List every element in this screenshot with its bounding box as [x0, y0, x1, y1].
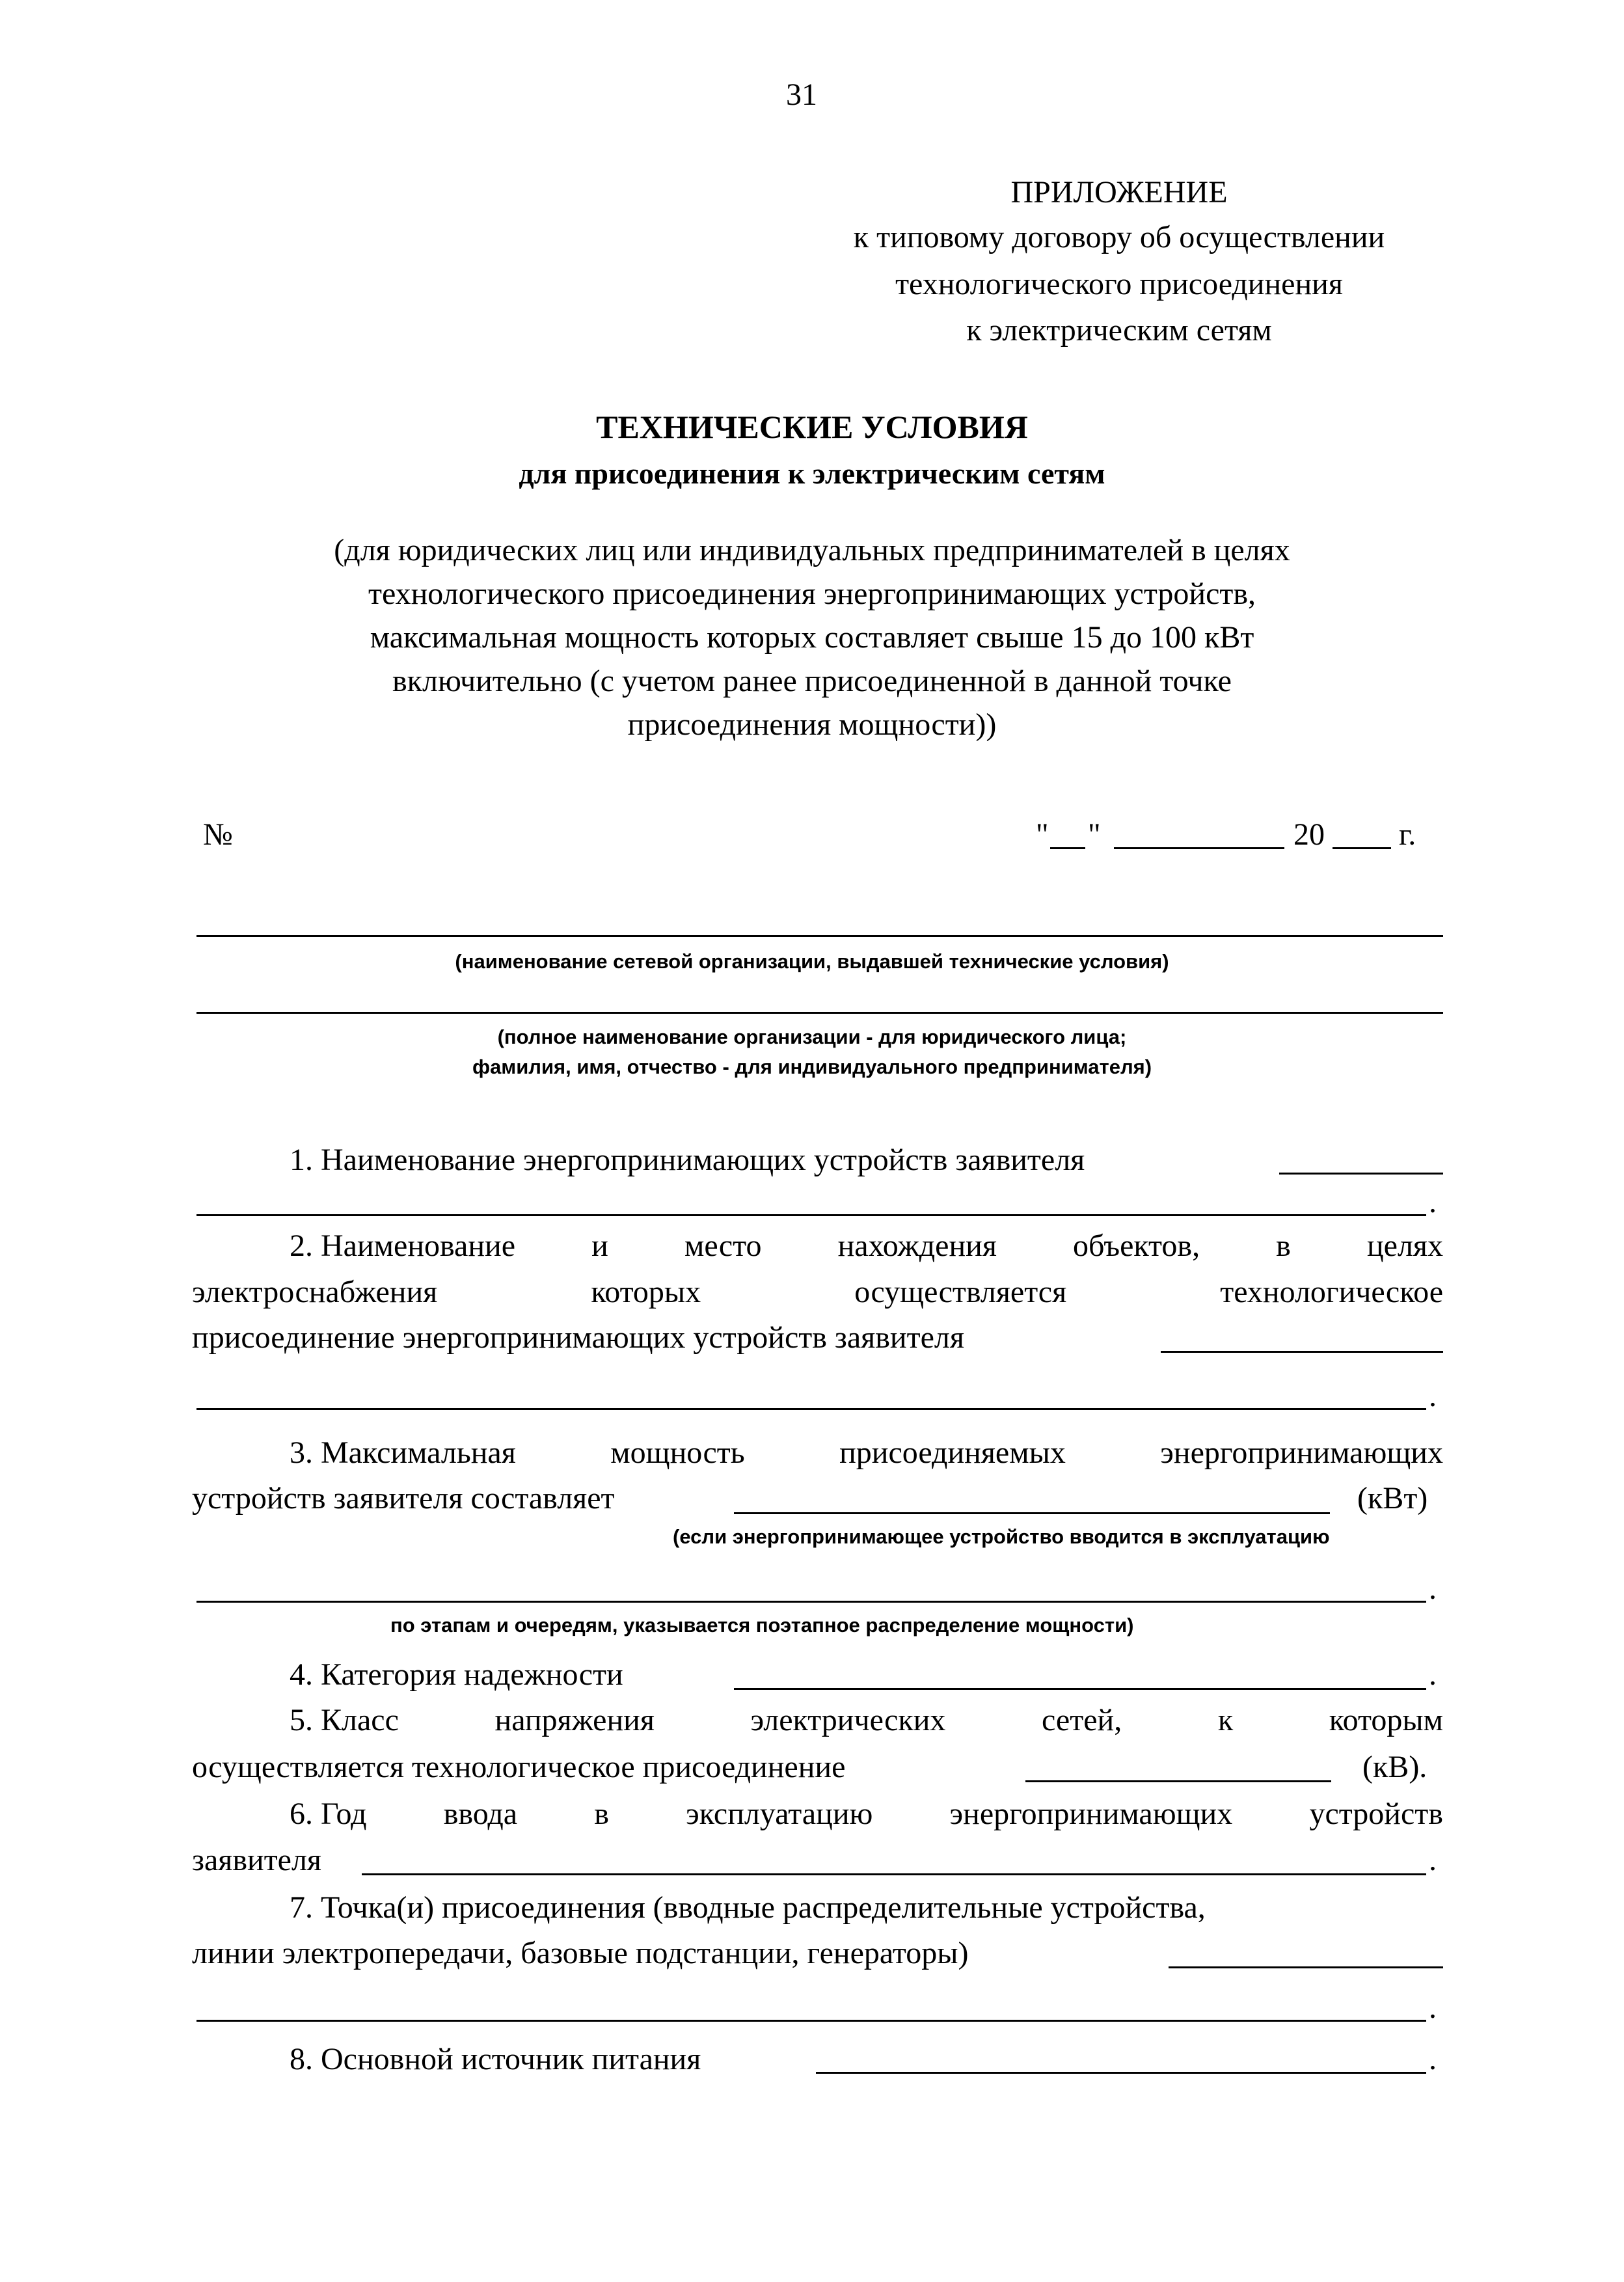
item-4-field[interactable]	[734, 1688, 1426, 1690]
item-6-line-1	[290, 1796, 1443, 1832]
item-2-field-cont[interactable]	[196, 1408, 1426, 1410]
word: которых	[591, 1275, 701, 1309]
scope-line: технологического присоединения энергопринимающих устройств,	[368, 577, 1256, 611]
item-3-line-2: устройств заявителя составляет	[192, 1481, 615, 1515]
word: целях	[1366, 1229, 1443, 1263]
item-4-label: 4. Категория надежности	[290, 1657, 623, 1692]
date-quote-close: "	[1088, 817, 1101, 852]
word: 5. Класс	[290, 1703, 399, 1737]
date-year-field[interactable]	[1333, 847, 1391, 849]
item-5-field[interactable]	[1025, 1780, 1331, 1782]
appendix-line: к электрическим сетям	[966, 313, 1272, 347]
word: сетей,	[1042, 1703, 1122, 1737]
document-subtitle: для присоединения к электрическим сетям	[519, 457, 1105, 490]
scope-line: включительно (с учетом ранее присоединенной в данной точке	[392, 664, 1232, 698]
word: 3. Максимальная	[290, 1435, 516, 1470]
word: технологическое	[1220, 1275, 1443, 1309]
date-year-prefix: 20	[1293, 817, 1325, 852]
item-2-line-3: присоединение энергопринимающих устройств заявителя	[192, 1320, 964, 1355]
item-3-unit: (кВт)	[1357, 1481, 1428, 1515]
item-7-field[interactable]	[1169, 1966, 1443, 1968]
item-7-line-2: линии электропередачи, базовые подстанции, генераторы)	[192, 1936, 969, 1970]
item-1-field[interactable]	[1279, 1173, 1443, 1175]
item-5-line-2: осуществляется технологическое присоединение	[192, 1750, 846, 1784]
word: объектов,	[1073, 1229, 1200, 1263]
date-day-field[interactable]	[1050, 847, 1085, 849]
word: электрических	[750, 1703, 946, 1737]
item-8-field[interactable]	[816, 2072, 1426, 2074]
item-6-field[interactable]	[362, 1873, 1426, 1875]
date-quote-open: "	[1036, 817, 1049, 852]
word: напряжения	[494, 1703, 655, 1737]
word: электроснабжения	[192, 1275, 438, 1309]
item-4-period: .	[1429, 1657, 1437, 1692]
word: энергопринимающих	[1160, 1435, 1443, 1470]
item-3-line-1	[290, 1435, 1443, 1471]
date-year-suffix: г.	[1399, 817, 1416, 852]
network-org-field[interactable]	[196, 935, 1443, 937]
page-number: 31	[786, 77, 817, 112]
item-7-period: .	[1429, 1990, 1437, 2025]
word: 6. Год	[290, 1797, 367, 1831]
item-1-period: .	[1429, 1185, 1437, 1219]
item-7-line-1: 7. Точка(и) присоединения (вводные распределительные устройства,	[290, 1890, 1206, 1925]
document-title: ТЕХНИЧЕСКИЕ УСЛОВИЯ	[596, 409, 1028, 445]
scope-line: максимальная мощность которых составляет свыше 15 до 100 кВт	[370, 620, 1254, 655]
word: 2. Наименование	[290, 1229, 516, 1263]
item-6-period: .	[1429, 1843, 1437, 1877]
item-3-note: по этапам и очередям, указывается поэтапное распределение мощности)	[390, 1614, 1134, 1637]
item-3-field-cont[interactable]	[196, 1601, 1426, 1603]
word: место	[684, 1229, 762, 1263]
word: присоединяемых	[839, 1435, 1066, 1470]
item-3-field[interactable]	[734, 1512, 1330, 1514]
word: нахождения	[837, 1229, 997, 1263]
applicant-caption: (полное наименование организации - для юридического лица;	[497, 1026, 1127, 1048]
word: устройств	[1309, 1797, 1443, 1831]
word: ввода	[443, 1797, 518, 1831]
item-2-line-2	[192, 1274, 1443, 1311]
applicant-field[interactable]	[196, 1012, 1443, 1014]
item-2-period: .	[1429, 1379, 1437, 1413]
number-sign: №	[203, 817, 233, 852]
item-3-note: (если энергопринимающее устройство вводится в эксплуатацию	[673, 1525, 1330, 1548]
word: в	[1276, 1229, 1291, 1263]
item-5-unit: (кВ).	[1362, 1750, 1428, 1784]
network-org-caption: (наименование сетевой организации, выдавшей технические условия)	[455, 950, 1169, 973]
item-5-line-1	[290, 1702, 1443, 1739]
item-2-field[interactable]	[1161, 1351, 1443, 1353]
item-6-line-2: заявителя	[192, 1843, 322, 1877]
word: которым	[1329, 1703, 1443, 1737]
word: энергопринимающих	[949, 1797, 1233, 1831]
scope-line: присоединения мощности))	[627, 707, 997, 742]
word: в	[594, 1797, 609, 1831]
item-8-label: 8. Основной источник питания	[290, 2042, 701, 2076]
item-3-period: .	[1429, 1571, 1437, 1606]
item-1-field-cont[interactable]	[196, 1214, 1426, 1216]
item-8-period: .	[1429, 2042, 1437, 2076]
scope-line: (для юридических лиц или индивидуальных предпринимателей в целях	[334, 533, 1290, 567]
appendix-title: ПРИЛОЖЕНИЕ	[1010, 175, 1228, 210]
word: и	[591, 1229, 608, 1263]
word: эксплуатацию	[686, 1797, 873, 1831]
word: мощность	[610, 1435, 745, 1470]
appendix-line: технологического присоединения	[895, 267, 1343, 301]
date-month-field[interactable]	[1114, 847, 1284, 849]
item-2-line-1	[290, 1228, 1443, 1264]
item-1-label: 1. Наименование энергопринимающих устройств заявителя	[290, 1143, 1085, 1177]
word: к	[1217, 1703, 1234, 1737]
item-7-field-cont[interactable]	[196, 2020, 1426, 2022]
applicant-caption: фамилия, имя, отчество - для индивидуального предпринимателя)	[472, 1055, 1152, 1078]
appendix-line: к типовому договору об осуществлении	[853, 220, 1385, 254]
word: осуществляется	[854, 1275, 1067, 1309]
